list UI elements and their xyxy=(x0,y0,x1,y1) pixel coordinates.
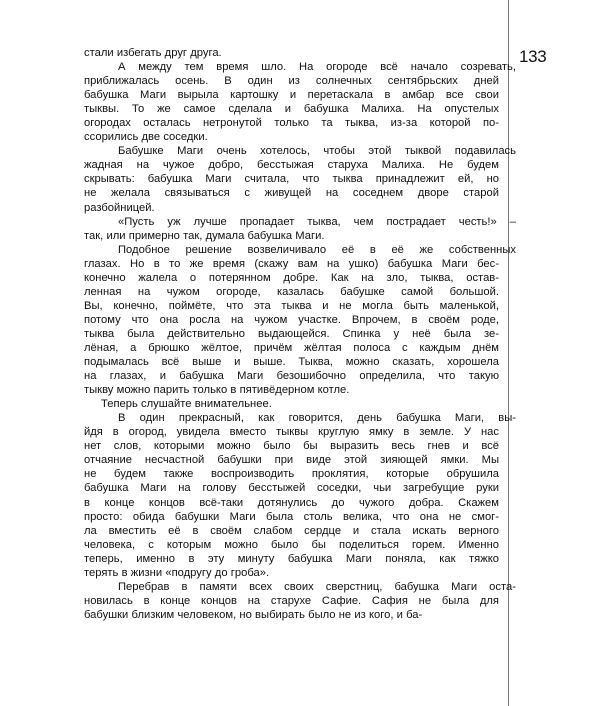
text-line: тыквы. То же самое сделала и бабушка Малиха. На опустелых xyxy=(84,103,499,116)
text-line: стали избегать друг друга. xyxy=(84,47,222,59)
text-line: потому что она росла на чужом участке. Впрочем, в своём роде, xyxy=(84,313,499,326)
text-line: Подобное решение возвеличивало её в её же собственных xyxy=(118,243,516,256)
text-line: конечно жалела о потерянном добре. Как на зло, тыква, остав- xyxy=(84,271,499,284)
text-line: бабушки близким человеком, но выбирать было не из кого, и ба- xyxy=(84,608,423,621)
text-line: на глазах, и бабушка Маги безошибочно определила, что такую xyxy=(84,370,499,383)
paragraph xyxy=(84,215,516,243)
text-line: Бабушке Маги очень хотелось, чтобы этой тыквой подавилась xyxy=(118,145,516,158)
paragraph xyxy=(84,46,499,60)
text-line: Перебрав в памяти всех своих сверстниц, бабушка Маги оста- xyxy=(118,580,516,593)
paragraph xyxy=(84,60,516,144)
paragraph xyxy=(84,144,516,214)
text-line: скрывать: бабушка Маги считала, что тыква принадлежит ей, но xyxy=(84,173,499,186)
text-line: Вы, конечно, поймёте, что эта тыква и не могла быть маленькой, xyxy=(84,299,499,312)
text-line: Теперь слушайте внимательнее. xyxy=(101,398,272,411)
text-line: ссорились две соседки. xyxy=(84,131,208,144)
text-line: ла вместить её в своём слабом сердце и стала искать верного xyxy=(84,524,499,537)
paragraph xyxy=(84,243,516,398)
text-line: бабушка Маги вырыла картошку и перетаскала в амбар все свои xyxy=(84,89,499,102)
paragraph xyxy=(84,580,516,622)
text-line: приближалась осень. В один из солнечных сентябрьских дней xyxy=(84,75,499,88)
text-line: жадная на чужое добро, бесстыжая старуха Малиха. Не будем xyxy=(84,159,499,172)
text-line: В один прекрасный, как говорится, день бабушка Маги, вы- xyxy=(118,412,516,425)
text-line: глазах. Но в то же время (скажу вам на ушко) бабушка Маги бес- xyxy=(84,257,499,270)
text-line: А между тем время шло. На огороде всё начало созревать, xyxy=(118,61,516,74)
text-line: бабушка Маги на голову бесстыжей соседки, чьи загребущие руки xyxy=(84,482,499,495)
page-number: 133 xyxy=(519,47,547,66)
text-line: лёная, а брюшко жёлтое, причём жёлтая полоса с каждым днём xyxy=(84,341,499,354)
text-line: ленная на чужом огороде, казалась бабушке самой большой. xyxy=(84,285,499,298)
text-line: не желала связываться с живущей на соседнем дворе старой xyxy=(84,187,499,200)
text-line: «Пусть уж лучше пропадает тыква, чем пострадает честь!» – xyxy=(118,215,516,228)
text-line: огородах осталась нетронутой только та тыква, из-за которой по- xyxy=(84,117,499,130)
text-line: терять в жизни «подругу до гроба». xyxy=(84,566,270,579)
text-line: новилась в конце концов на старухе Сафие. Сафия не была для xyxy=(84,594,499,607)
body-text-column xyxy=(84,46,516,622)
text-line: отчаяние несчастной бабушки при виде этой зияющей ямки. Мы xyxy=(84,454,499,467)
text-line: так, или примерно так, думала бабушка Маги. xyxy=(84,229,325,242)
text-line: в конце концов всё-таки дотянулись до чужого добра. Скажем xyxy=(84,496,499,509)
text-line: разбойницей. xyxy=(84,201,155,214)
page-gutter-rule xyxy=(508,0,509,706)
text-line: тыкву можно парить только в пятивёдерном котле. xyxy=(84,384,350,397)
text-line: просто: обида бабушки Маги была столь велика, что она не смог- xyxy=(84,510,499,523)
text-line: теперь, именно в эту минуту бабушка Маги поняла, как тяжко xyxy=(84,552,499,565)
text-line: нет слов, которыми можно было бы выразить весь гнев и всё xyxy=(84,440,499,453)
text-line: человека, с которым можно было бы поделиться горем. Именно xyxy=(84,538,499,551)
text-line: подымалась всё выше и выше. Тыква, можно сказать, хорошела xyxy=(84,356,499,369)
paragraph xyxy=(84,411,516,580)
text-line: тыква была действительно выдающейся. Спинка у неё была зе- xyxy=(84,327,499,340)
text-line: не будем также воспроизводить проклятия, которые обрушила xyxy=(84,468,499,481)
paragraph xyxy=(84,397,499,411)
text-line: йдя в огород, увидела вместо тыквы круглую ямку в земле. У нас xyxy=(84,426,499,439)
